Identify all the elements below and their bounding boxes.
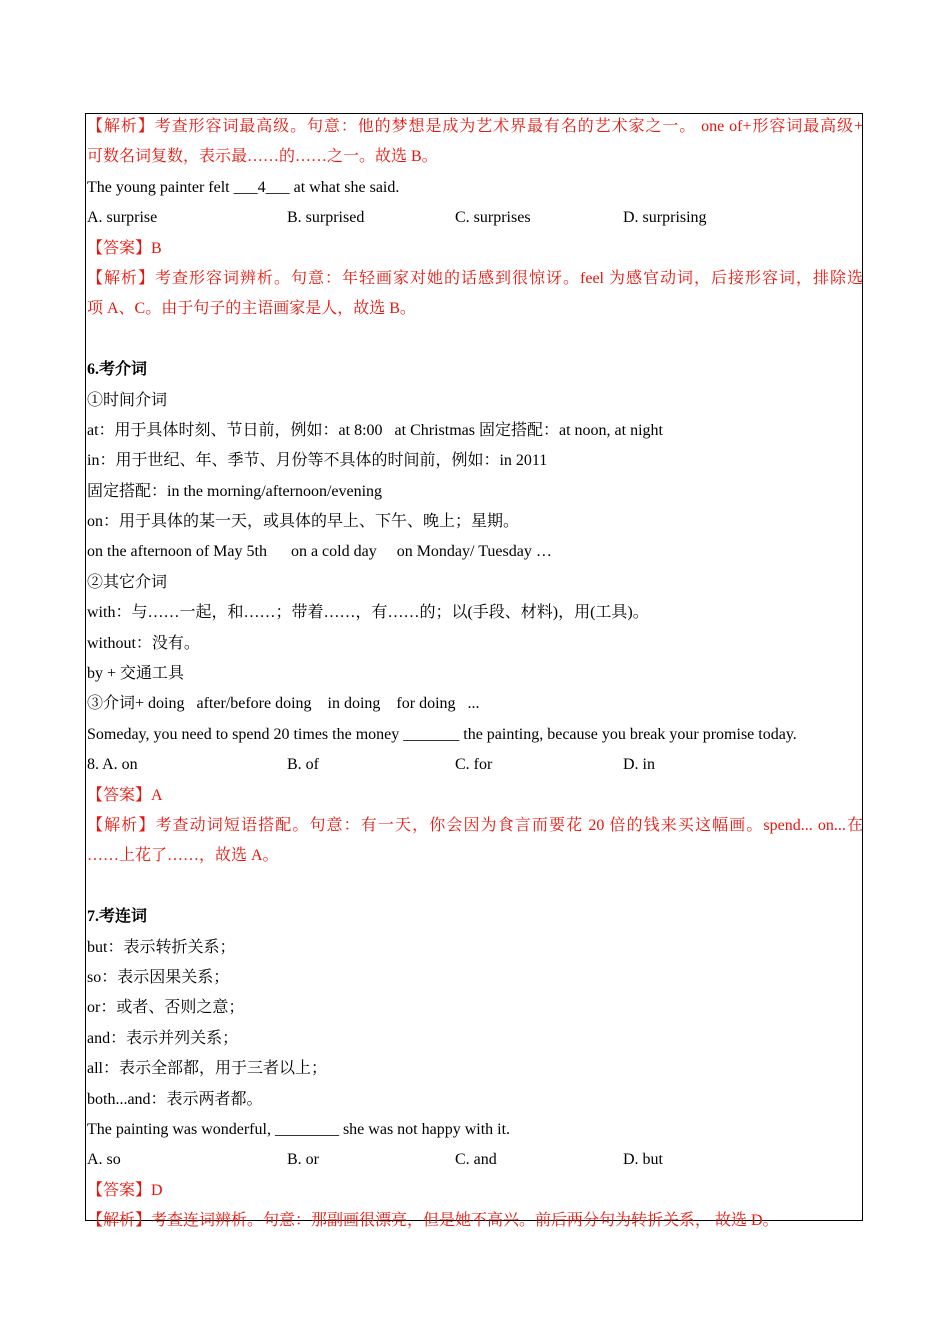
q5-stem: The young painter felt ___4___ at what she said. (87, 178, 400, 196)
section6-heading: 6.考介词 (87, 361, 148, 379)
section6-line: by + 交通工具 (87, 665, 185, 683)
q8-stem: Someday, you need to spend 20 times the money _______ the painting, because you break your promise today. (87, 725, 797, 743)
q5-option-a: A. surprise (87, 209, 158, 227)
section6-line: at：用于具体时刻、节日前，例如：at 8:00 at Christmas 固定搭配：at noon, at night (87, 421, 663, 439)
q5-option-d: D. surprising (623, 209, 707, 227)
section6-line: without：没有。 (87, 634, 200, 652)
section6-line: ③介词+ doing after/before doing in doing for doing ... (87, 695, 480, 713)
section7-line: and：表示并列关系； (87, 1029, 239, 1047)
spacer (87, 325, 863, 355)
q8-analysis-line2: ……上花了……，故选 A。 (87, 847, 279, 865)
q8-option-a: 8. A. on (87, 756, 138, 774)
q9-option-a: A. so (87, 1151, 121, 1169)
spacer (87, 872, 863, 902)
q4-analysis-line1: 【解析】考查形容词最高级。句意：他的梦想是成为艺术界最有名的艺术家之一。 one of+形容词最高级+ (87, 118, 863, 135)
q8-option-d: D. in (623, 756, 655, 774)
section6-line: ①时间介词 (87, 391, 168, 409)
section7-line: so：表示因果关系； (87, 968, 230, 986)
q9-analysis: 【解析】考查连词辨析。句意：那副画很漂亮，但是她不高兴。前后两分句为转折关系， 故选 D。 (87, 1212, 779, 1230)
q5-option-b: B. surprised (287, 209, 365, 227)
q9-answer: 【答案】D (87, 1181, 163, 1199)
section6-line: on the afternoon of May 5th on a cold day on Monday/ Tuesday … (87, 543, 552, 561)
q9-option-b: B. or (287, 1151, 319, 1169)
section6-line: ②其它介词 (87, 573, 168, 591)
section6-line: 固定搭配：in the morning/afternoon/evening (87, 482, 383, 500)
q5-option-c: C. surprises (455, 209, 531, 227)
q8-options (87, 750, 863, 780)
section7-heading: 7.考连词 (87, 908, 148, 926)
q9-option-d: D. but (623, 1151, 663, 1169)
section7-line: both...and：表示两者都。 (87, 1090, 263, 1108)
section7-line: but：表示转折关系； (87, 938, 236, 956)
q9-option-c: C. and (455, 1151, 497, 1169)
document-content (87, 112, 863, 1236)
q5-analysis-line1: 【解析】考查形容词辨析。句意：年轻画家对她的话感到很惊讶。feel 为感官动词，后接形容词，排除选 (87, 269, 863, 287)
q4-analysis-line2: 可数名词复数，表示最……的……之一。故选 B。 (87, 148, 438, 166)
q8-option-b: B. of (287, 756, 319, 774)
q9-stem: The painting was wonderful, ________ she was not happy with it. (87, 1120, 511, 1138)
q5-options (87, 203, 863, 233)
q8-option-c: C. for (455, 756, 493, 774)
q8-analysis-line1: 【解析】考查动词短语搭配。句意：有一天，你会因为食言而要花 20 倍的钱来买这幅画。spend... on...在 (87, 816, 863, 834)
section7-line: or：或者、否则之意； (87, 999, 245, 1017)
q5-answer: 【答案】B (87, 239, 162, 257)
section7-line: all：表示全部都，用于三者以上； (87, 1060, 327, 1078)
q9-options (87, 1145, 863, 1175)
section6-line: in：用于世纪、年、季节、月份等不具体的时间前，例如：in 2011 (87, 452, 548, 470)
q8-answer: 【答案】A (87, 786, 163, 804)
section6-line: with：与……一起，和……；带着……，有……的；以(手段、材料)，用(工具)。 (87, 604, 649, 622)
q5-analysis-line2: 项 A、C。由于句子的主语画家是人，故选 B。 (87, 300, 416, 318)
section6-line: on：用于具体的某一天，或具体的早上、下午、晚上；星期。 (87, 513, 520, 531)
